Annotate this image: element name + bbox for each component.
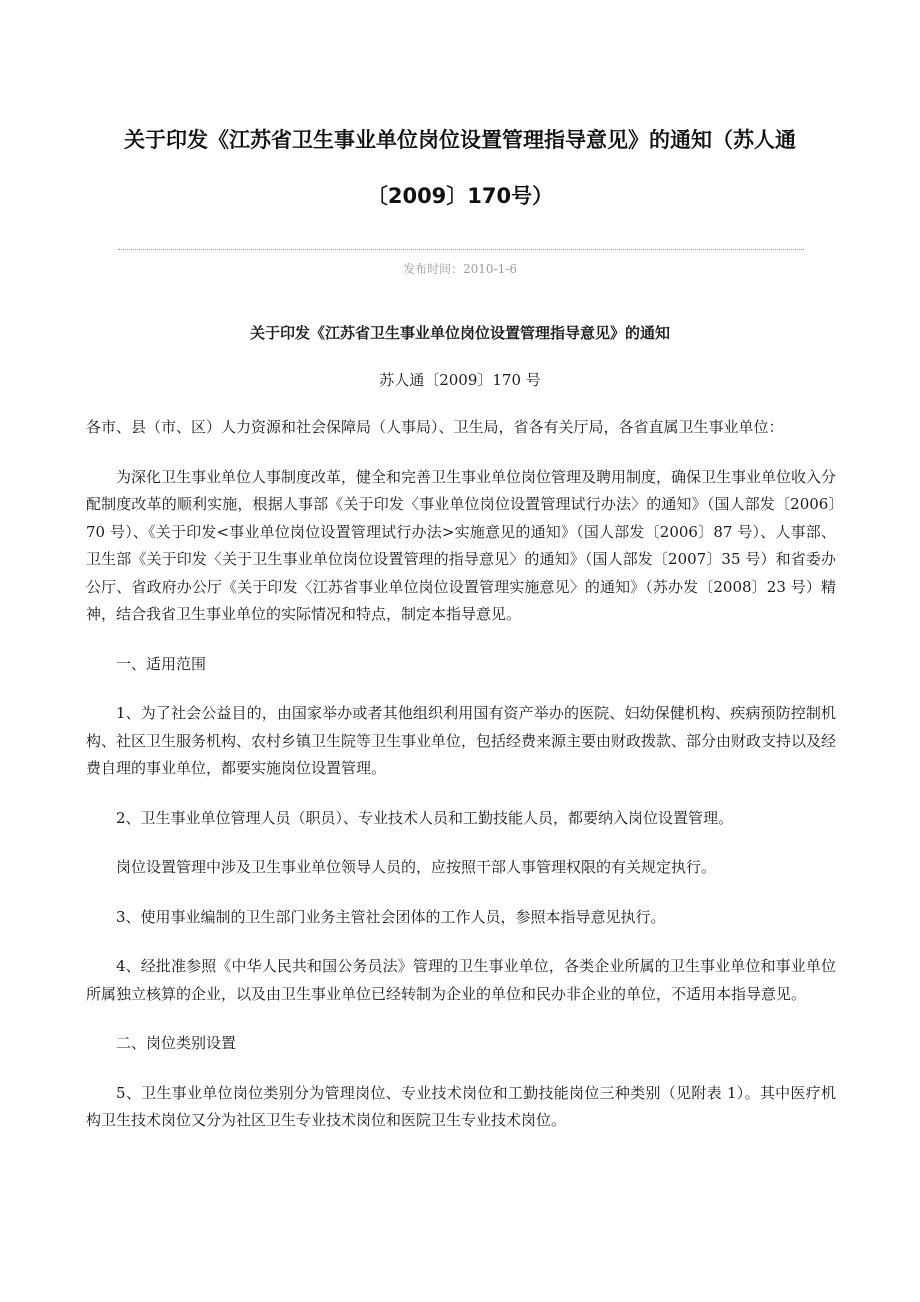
paragraph-item-5: 5、卫生事业单位岗位类别分为管理岗位、专业技术岗位和工勤技能岗位三种类别（见附表 1）。其中医疗机构卫生技术岗位又分为社区卫生专业技术岗位和医院卫生专业技术岗位。 bbox=[86, 1083, 836, 1129]
paragraph-item-4: 4、经批准参照《中华人民共和国公务员法》管理的卫生事业单位，各类企业所属的卫生事业单位和事业单位所属独立核算的企业，以及由卫生事业单位已经转制为企业的单位和民办非企业的单位，不适用本指导意见。 bbox=[86, 957, 836, 1003]
paragraph-item-2-note: 岗位设置管理中涉及卫生事业单位领导人员的，应按照干部人事管理权限的有关规定执行。 bbox=[116, 858, 717, 876]
page-title: 关于印发《江苏省卫生事业单位岗位设置管理指导意见》的通知（苏人通〔2009〕170号） bbox=[124, 128, 796, 208]
section-heading-scope: 一、适用范围 bbox=[116, 654, 207, 673]
paragraph-item-1: 1、为了社会公益目的，由国家举办或者其他组织利用国有资产举办的医院、妇幼保健机构、疾病预防控制机构、社区卫生服务机构、农村乡镇卫生院等卫生事业单位，包括经费来源主要由财政拨款、部分由财政支持以及经费自理的事业单位，都要实施岗位设置管理。 bbox=[86, 704, 837, 777]
salutation: 各市、县（市、区）人力资源和社会保障局（人事局）、卫生局，省各有关厅局，各省直属卫生事业单位： bbox=[86, 418, 784, 436]
document-number: 苏人通〔2009〕170 号 bbox=[379, 371, 541, 389]
paragraph-preamble: 为深化卫生事业单位人事制度改革，健全和完善卫生事业单位岗位管理及聘用制度，确保卫生事业单位收入分配制度改革的顺利实施，根据人事部《关于印发〈事业单位岗位设置管理试行办法〉的通知》（国人部发〔2006〕70 号）、《关于印发<事业单位岗位设置管理试行办法>实施意见的通知》（国人部发〔2006〕87 号）、人事部、卫生部《关于印发〈关于卫生事业单位岗位设置管理的指导意见〉的通知》（国人部发〔2007〕35 号）和省委办公厅、省政府办公厅《关于印发〈江苏省事业单位岗位设置管理实施意见〉的通知》（苏办发〔2008〕23 号）精神，结合我省卫生事业单位的实际情况和特点，制定本指导意见。 bbox=[86, 467, 837, 623]
notice-body bbox=[86, 414, 836, 1157]
publish-date: 发布时间：2010-1-6 bbox=[403, 262, 517, 276]
paragraph-item-3: 3、使用事业编制的卫生部门业务主管社会团体的工作人员，参照本指导意见执行。 bbox=[116, 907, 666, 926]
notice-title: 关于印发《江苏省卫生事业单位岗位设置管理指导意见》的通知 bbox=[249, 324, 670, 342]
section-heading-categories: 二、岗位类别设置 bbox=[116, 1034, 237, 1052]
paragraph-item-2: 2、卫生事业单位管理人员（职员）、专业技术人员和工勤技能人员，都要纳入岗位设置管理。 bbox=[116, 808, 734, 827]
title-divider bbox=[118, 249, 804, 250]
